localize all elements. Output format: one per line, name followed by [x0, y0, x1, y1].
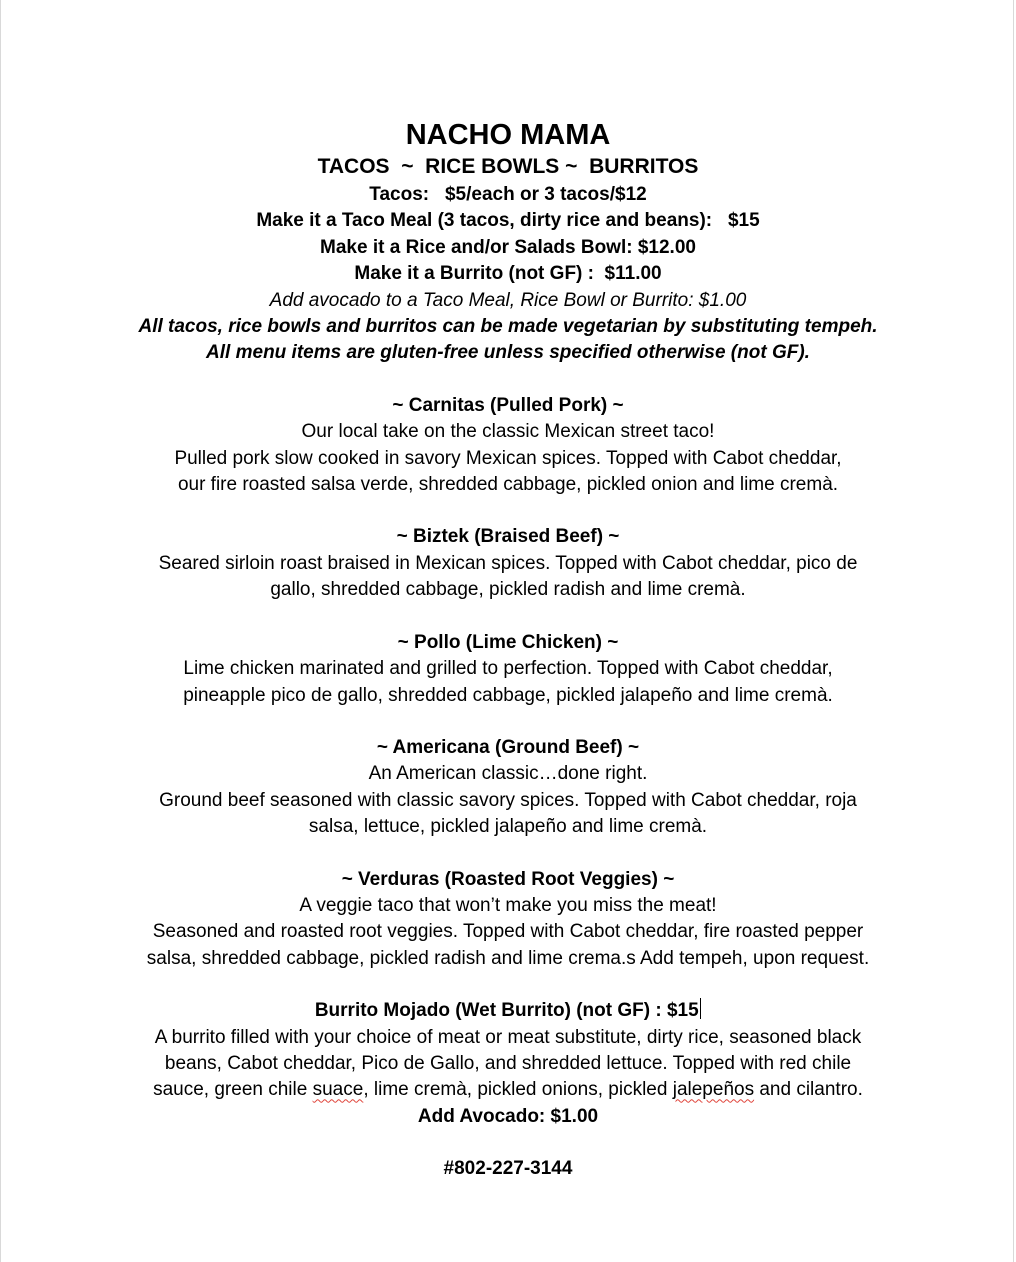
- section-tagline: An American classic…done right.: [368, 763, 648, 785]
- section-description: [1, 1077, 1015, 1103]
- section-heading: ~ Biztek (Braised Beef) ~: [396, 526, 620, 548]
- heading-text: Burrito Mojado (Wet Burrito) (not GF) : $15: [314, 1000, 699, 1022]
- misspelled-word[interactable]: jalepeños: [672, 1079, 755, 1101]
- gluten-note: All menu items are gluten-free unless specified otherwise (not GF).: [206, 342, 810, 364]
- section-heading: ~ Pollo (Lime Chicken) ~: [397, 631, 619, 653]
- section-description: salsa, lettuce, pickled jalapeño and lime cremà.: [308, 816, 708, 838]
- section-description: our fire roasted salsa verde, shredded cabbage, pickled onion and lime cremà.: [177, 474, 839, 496]
- section-heading[interactable]: [1, 998, 1015, 1024]
- desc-fragment: sauce, green chile: [153, 1079, 313, 1101]
- section-description: A burrito filled with your choice of meat or meat substitute, dirty rice, seasoned black: [154, 1026, 862, 1048]
- section-description: gallo, shredded cabbage, pickled radish and lime cremà.: [270, 579, 746, 601]
- vegetarian-note: All tacos, rice bowls and burritos can be made vegetarian by substituting tempeh.: [138, 316, 878, 338]
- section-pollo: [1, 630, 1015, 709]
- misspelled-word[interactable]: suace: [312, 1079, 364, 1101]
- section-verduras: [1, 867, 1015, 973]
- desc-fragment: and cilantro.: [754, 1079, 863, 1101]
- section-heading: ~ Verduras (Roasted Root Veggies) ~: [341, 868, 675, 890]
- burrito-price: Make it a Burrito (not GF) : $11.00: [354, 263, 662, 285]
- section-burrito-mojado: [1, 998, 1015, 1130]
- section-tagline: Our local take on the classic Mexican street taco!: [301, 421, 715, 443]
- section-americana: [1, 735, 1015, 841]
- desc-fragment: , lime cremà, pickled onions, pickled: [363, 1079, 673, 1101]
- menu-title: NACHO MAMA: [405, 119, 611, 151]
- section-description: Seasoned and roasted root veggies. Topped with Cabot cheddar, fire roasted pepper: [152, 921, 864, 943]
- section-tagline: A veggie taco that won’t make you miss the meat!: [299, 894, 717, 916]
- text-cursor: [700, 998, 702, 1019]
- tacos-price: Tacos: $5/each or 3 tacos/$12: [369, 184, 647, 205]
- section-description: Ground beef seasoned with classic savory spices. Topped with Cabot cheddar, roja: [159, 789, 857, 811]
- rice-bowl-price: Make it a Rice and/or Salads Bowl: $12.00: [320, 236, 696, 258]
- avocado-note: Add avocado to a Taco Meal, Rice Bowl or Burrito: $1.00: [269, 289, 747, 311]
- section-heading: ~ Carnitas (Pulled Pork) ~: [392, 394, 624, 416]
- section-biztek: [1, 524, 1015, 603]
- section-description: Pulled pork slow cooked in savory Mexican spices. Topped with Cabot cheddar,: [174, 447, 842, 469]
- avocado-addon: Add Avocado: $1.00: [417, 1105, 599, 1127]
- section-description: Lime chicken marinated and grilled to perfection. Topped with Cabot cheddar,: [183, 658, 833, 680]
- section-carnitas: [1, 393, 1015, 499]
- phone-number: #802-227-3144: [443, 1158, 573, 1180]
- section-description: beans, Cabot cheddar, Pico de Gallo, and shredded lettuce. Topped with red chile: [164, 1052, 852, 1074]
- section-heading: ~ Americana (Ground Beef) ~: [376, 736, 640, 758]
- section-description: pineapple pico de gallo, shredded cabbage, pickled jalapeño and lime cremà.: [183, 684, 833, 706]
- section-description: salsa, shredded cabbage, pickled radish and lime crema.s Add tempeh, upon request.: [146, 947, 870, 969]
- menu-content: [1, 118, 1015, 1183]
- taco-meal-price: Make it a Taco Meal (3 tacos, dirty rice and beans): $15: [256, 210, 760, 232]
- section-description: Seared sirloin roast braised in Mexican spices. Topped with Cabot cheddar, pico de: [158, 552, 858, 574]
- menu-subtitle: TACOS ~ RICE BOWLS ~ BURRITOS: [317, 155, 699, 178]
